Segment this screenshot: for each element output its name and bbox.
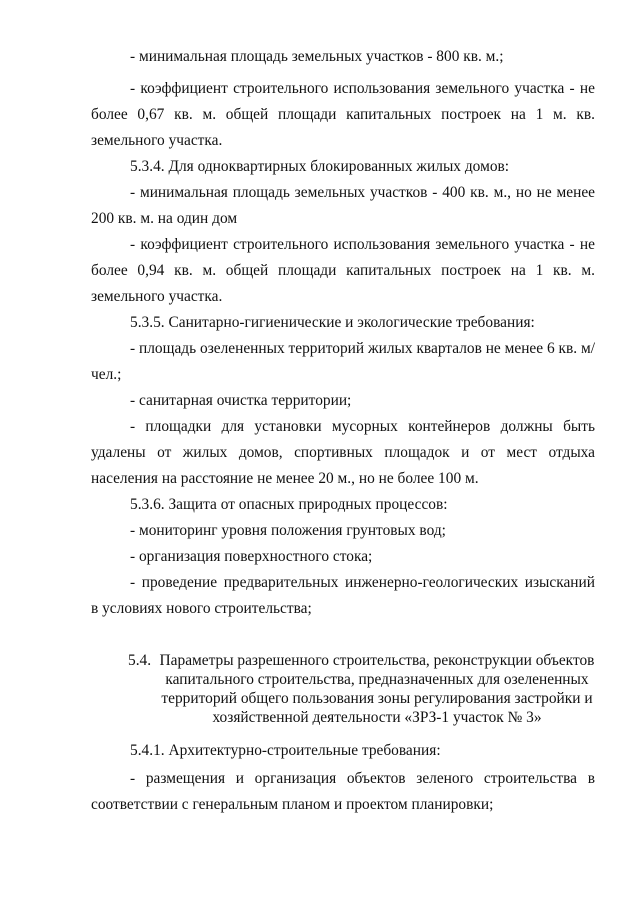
paragraph-min-area-400: - минимальная площадь земельных участков - 400 кв. м., но не менее 200 кв. м. на один дом [91,184,595,227]
paragraph-waste-containers: - площадки для установки мусорных контейнеров должны быть удалены от жилых домов, спортивных площадок и от мест отдыха населения на расстояние не менее 20 м., но не более 100 м. [91,418,595,487]
paragraph-geological-surveys: - проведение предварительных инженерно-геологических изысканий в условиях нового строительства; [91,574,595,617]
paragraph-groundwater-monitoring: - мониторинг уровня положения грунтовых вод; [130,522,446,539]
paragraph-5-4-1: 5.4.1. Архитектурно-строительные требования: [130,742,441,759]
paragraph-sanitary-cleaning: - санитарная очистка территории; [130,392,352,409]
paragraph-coefficient-094: - коэффициент строительного использования земельного участка - не более 0,94 кв. м. общей площади капитальных построек на 1 кв. м. земельного участка. [91,236,595,305]
section-title: Параметры разрешенного строительства, реконструкции объектов капитального строительства, предназначенных для озелененных территорий общего пользования зоны регулирования застройки и хозяйственной деятельности «ЗРЗ-1 участок № 3» [159,652,595,726]
paragraph-green-construction: - размещения и организация объектов зеленого строительства в соответствии с генеральным планом и проектом планировки; [91,770,595,813]
section-number: 5.4. [128,652,152,669]
paragraph-min-area-800: - минимальная площадь земельных участков - 800 кв. м.; [130,48,504,65]
paragraph-5-3-6: 5.3.6. Защита от опасных природных процессов: [130,496,448,513]
paragraph-5-3-5: 5.3.5. Санитарно-гигиенические и экологические требования: [130,314,535,331]
paragraph-coefficient-067: - коэффициент строительного использования земельного участка - не более 0,67 кв. м. общей площади капитальных построек на 1 м. кв. земельного участка. [91,80,595,149]
paragraph-5-3-4: 5.3.4. Для одноквартирных блокированных жилых домов: [130,158,510,175]
paragraph-surface-runoff: - организация поверхностного стока; [130,548,373,565]
paragraph-green-area: - площадь озелененных территорий жилых кварталов не менее 6 кв. м/чел.; [91,340,595,383]
